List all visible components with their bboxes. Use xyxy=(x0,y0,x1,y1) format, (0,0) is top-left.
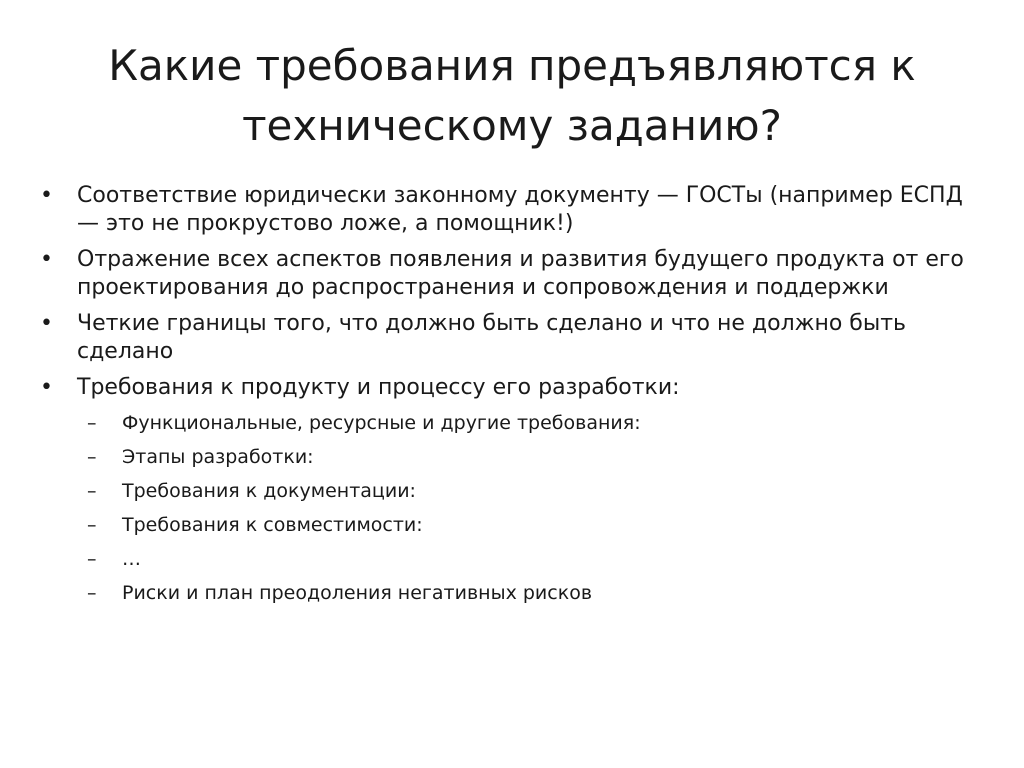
sub-list xyxy=(40,410,970,606)
dash-marker: – xyxy=(87,412,97,434)
bullet-text: Отражение всех аспектов появления и развития будущего продукта от его проектирования до распространения и сопровождения и поддержки xyxy=(77,247,964,300)
sub-item xyxy=(40,580,970,606)
bullet-marker: • xyxy=(40,247,53,272)
dash-marker: – xyxy=(87,446,97,468)
bullet-marker: • xyxy=(40,311,53,336)
sub-item xyxy=(40,410,970,436)
sub-item-text: Функциональные, ресурсные и другие требования: xyxy=(122,412,641,434)
bullet-item xyxy=(40,246,970,302)
bullet-item xyxy=(40,182,970,238)
bullet-item xyxy=(40,310,970,366)
sub-item xyxy=(40,444,970,470)
dash-marker: – xyxy=(87,582,97,604)
dash-marker: – xyxy=(87,480,97,502)
sub-item-text: Этапы разработки: xyxy=(122,446,314,468)
bullet-text: Требования к продукту и процессу его разработки: xyxy=(77,375,680,400)
sub-item-text: … xyxy=(122,548,141,570)
slide-title: Какие требования предъявляются к техническому заданию? xyxy=(108,41,916,150)
sub-item-text: Риски и план преодоления негативных рисков xyxy=(122,582,593,604)
bullet-marker: • xyxy=(40,183,53,208)
dash-marker: – xyxy=(87,548,97,570)
sub-item-text: Требования к совместимости: xyxy=(122,514,423,536)
bullet-text: Четкие границы того, что должно быть сделано и что не должно быть сделано xyxy=(77,311,907,364)
sub-item xyxy=(40,478,970,504)
bullet-item xyxy=(40,374,970,402)
sub-item xyxy=(40,512,970,538)
sub-item-text: Требования к документации: xyxy=(122,480,416,502)
sub-item xyxy=(40,546,970,572)
dash-marker: – xyxy=(87,514,97,536)
slide-body xyxy=(40,182,970,614)
bullet-marker: • xyxy=(40,375,53,400)
bullet-text: Соответствие юридически законному документу — ГОСТы (например ЕСПД — это не прокрустово ложе, а помощник!) xyxy=(77,183,963,236)
